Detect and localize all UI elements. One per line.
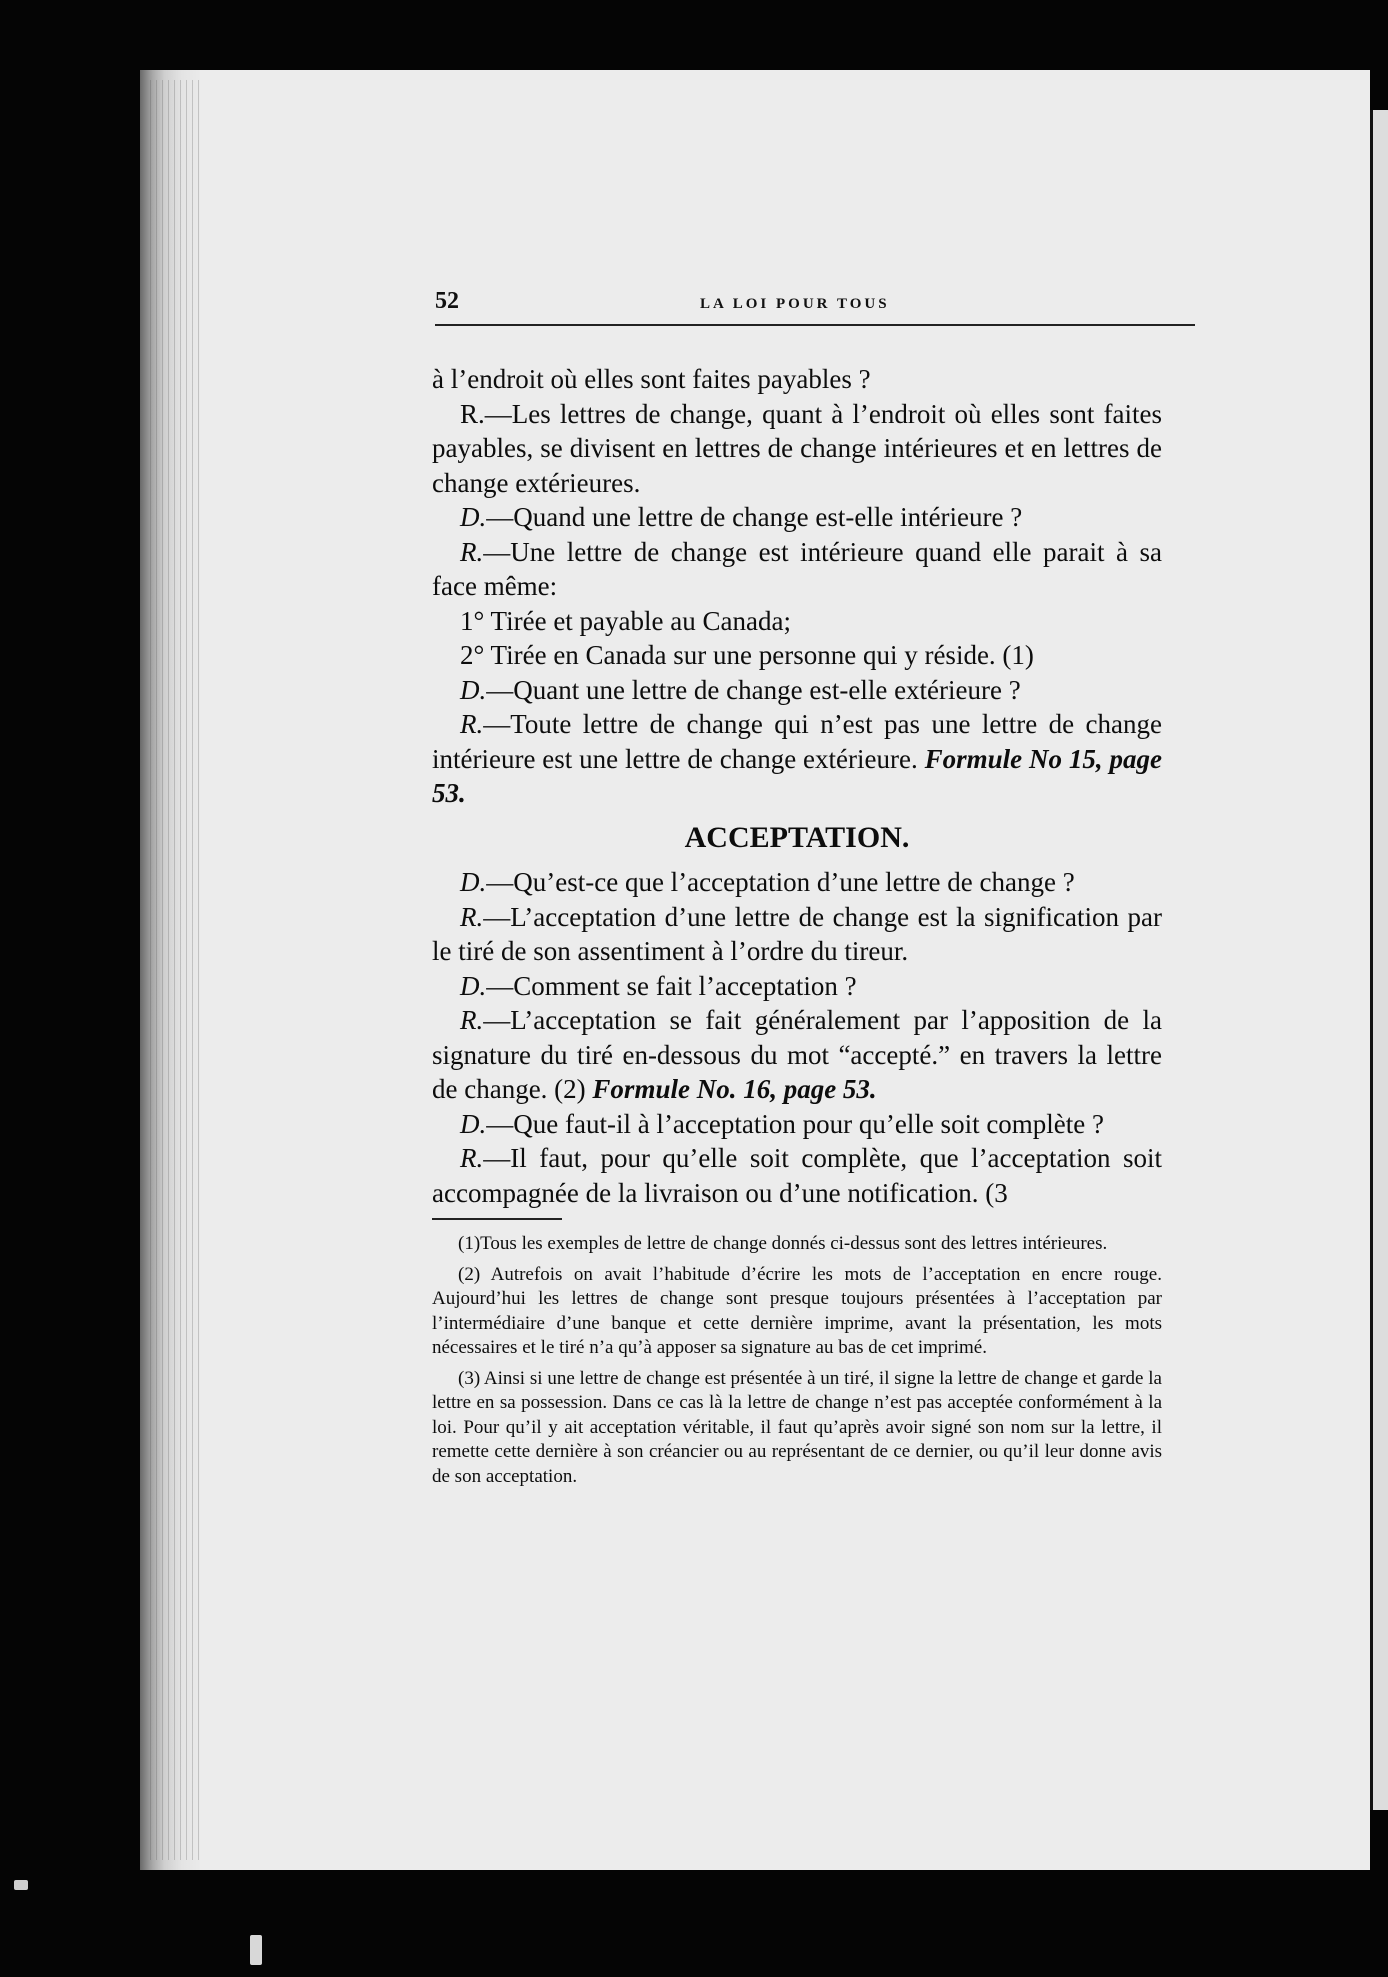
answer-label: R. [460, 1143, 484, 1173]
answer-label: R. [460, 536, 484, 567]
answer-text: —L’acceptation d’une lettre de change est la signification par le tiré de son assentiment à l’ordre du tireur. [432, 901, 1162, 966]
header-rule [435, 324, 1195, 326]
page-stack-lines [150, 80, 200, 1860]
answer-text: —Une lettre de change est intérieure quand elle parait à sa face même: [432, 536, 1162, 601]
footnote: (1)Tous les exemples de lettre de change donnés ci-dessus sont des lettres intérieures. [458, 1233, 1108, 1254]
question-text: —Quand une lettre de change est-elle intérieure ? [486, 502, 1023, 532]
section-title: ACCEPTATION. [684, 820, 910, 854]
scan-speck [250, 1935, 262, 1965]
question-label: D. [460, 502, 487, 532]
question-label: D. [460, 867, 487, 897]
page-number: 52 [435, 288, 459, 314]
answer-text: —L’acceptation se fait généralement par l’apposition de la signature du tiré en-dessous du mot “accepté.” en travers la lettre de change. (2) [432, 1005, 1162, 1104]
paragraph [432, 1107, 1162, 1142]
footnote-rule [432, 1218, 562, 1220]
scan-speck [14, 1880, 28, 1890]
footnote: (3) Ainsi si une lettre de change est présentée à un tiré, il signe la lettre de change et garde la lettre en sa possession. Dans ce cas là la lettre de change n’est pas acceptée conformément à la loi. Pour qu’il y ait acceptation véritable, il faut qu’après avoir signé son nom sur la lettre, il remette cette dernière à son créancier ou au représentant de ce dernier, ou qu’il leur donne avis de son acceptation. [432, 1367, 1162, 1487]
page-header [435, 288, 1195, 328]
form-reference: Formule No 15, page 53. [432, 743, 1162, 808]
question-text: —Qu’est-ce que l’acceptation d’une lettre de change ? [486, 867, 1075, 897]
answer-label: R. [460, 901, 484, 932]
footnotes [432, 1232, 1162, 1489]
question-label: D. [460, 970, 487, 1001]
facing-page-edge [1370, 110, 1388, 1810]
footnote: (2) Autrefois on avait l’habitude d’écrire les mots de l’acceptation en encre rouge. Aujourd’hui les lettres de change sont presque toujours présentées à l’acceptation par l’intermédiaire d’une banque et cette dernière imprime, avant la présentation, les mots nécessaires et le tiré n’a qu’à apposer sa signature au bas de cet imprimé. [432, 1263, 1162, 1358]
question-text: —Quant une lettre de change est-elle extérieure ? [486, 674, 1021, 705]
paragraph [432, 1141, 1162, 1210]
paragraph: R.—Les lettres de change, quant à l’endroit où elles sont faites payables, se divisent en lettres de change intérieures et en lettres de change extérieures. [432, 398, 1162, 498]
question-text: —Que faut-il à l’acceptation pour qu’elle soit complète ? [486, 1108, 1105, 1139]
paragraph [432, 865, 1162, 900]
answer-text: —Il faut, pour qu’elle soit complète, que l’acceptation soit accompagnée de la livraison ou d’une notification. (3 [432, 1143, 1162, 1208]
form-reference: Formule No. 16, page 53. [592, 1074, 877, 1104]
paragraph [432, 673, 1162, 708]
paragraph [432, 1003, 1162, 1107]
paragraph [432, 900, 1162, 969]
question-label: D. [460, 1108, 487, 1139]
paragraph: à l’endroit où elles sont faites payables ? [432, 364, 871, 394]
paragraph [432, 969, 1162, 1004]
question-text: —Comment se fait l’acceptation ? [486, 970, 857, 1001]
answer-label: R. [460, 709, 484, 739]
list-item: 2° Tirée en Canada sur une personne qui y réside. (1) [460, 640, 1034, 670]
paragraph [432, 707, 1162, 811]
paragraph [432, 500, 1162, 535]
paragraph [432, 535, 1162, 604]
body-text [432, 362, 1162, 1495]
running-head: LA LOI POUR TOUS [700, 296, 890, 312]
answer-label: R. [460, 1005, 484, 1035]
list-item: 1° Tirée et payable au Canada; [460, 605, 791, 636]
answer-text: —Toute lettre de change qui n’est pas une lettre de change intérieure est une lettre de change extérieure. [432, 709, 1162, 774]
question-label: D. [460, 674, 487, 705]
